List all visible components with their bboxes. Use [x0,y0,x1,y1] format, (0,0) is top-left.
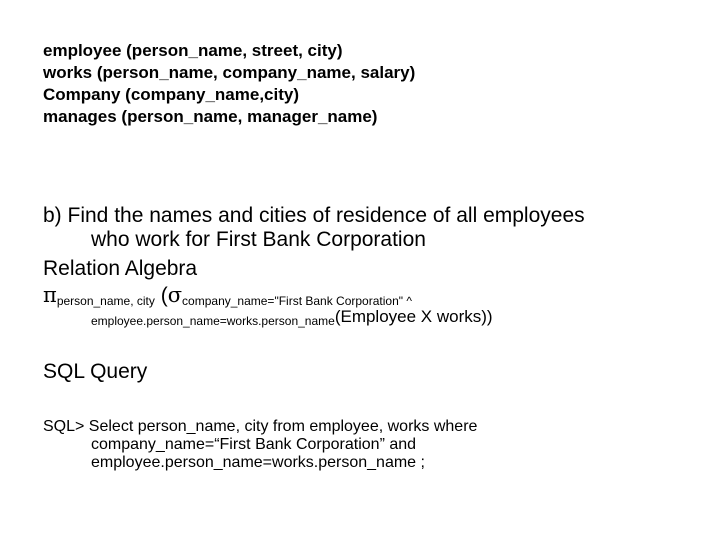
open-paren: ( [154,284,168,307]
sql-line-2: company_name=“First Bank Corporation” and [91,436,417,453]
pi-symbol: π [43,283,57,307]
schema-company: Company (company_name,city) [43,85,300,104]
schema-manages: manages (person_name, manager_name) [43,107,378,126]
pi-subscript: person_name, city [56,294,155,308]
sql-line-3: employee.person_name=works.person_name ; [91,454,425,471]
relation-algebra-heading: Relation Algebra [43,257,198,280]
relation-algebra-expression-line-2 [91,306,493,332]
expression-tail: (Employee X works)) [334,307,493,326]
sql-query [43,418,477,472]
sql-line-1: SQL> Select person_name, city from employee, works where [43,418,478,435]
sigma-subscript-1: company_name="First Bank Corporation" ^ [182,294,412,308]
schema-list [43,40,415,128]
sigma-subscript-2: employee.person_name=works.person_name [91,314,335,328]
question-line-2: who work for First Bank Corporation [91,228,426,251]
question-b [43,204,585,252]
sql-query-heading: SQL Query [43,360,148,383]
question-line-1: b) Find the names and cities of residence of all employees [43,204,585,227]
schema-employee: employee (person_name, street, city) [43,41,343,60]
sigma-symbol: σ [167,283,183,307]
schema-works: works (person_name, company_name, salary) [43,63,416,82]
